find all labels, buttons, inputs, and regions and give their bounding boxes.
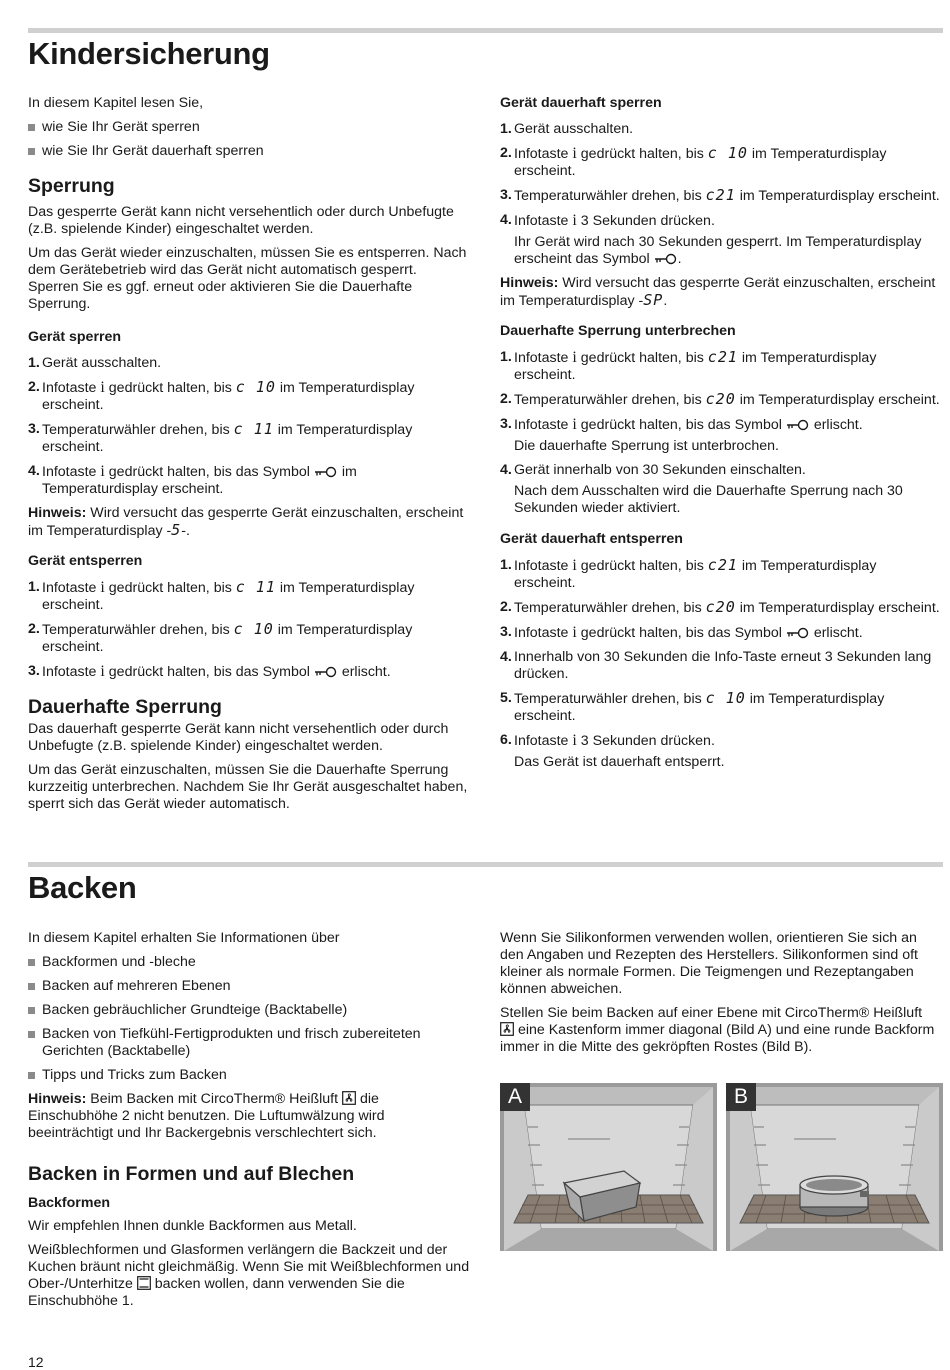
page-number: 12 xyxy=(28,1354,44,1370)
backformen-p1: Wir empfehlen Ihnen dunkle Backformen aus Metall. xyxy=(28,1218,357,1234)
key-lock-icon xyxy=(786,627,810,639)
sperren-step-4: 4. Infotaste i gedrückt halten, bis das Symbol im Temperaturdisplay erscheint. xyxy=(28,463,357,497)
key-lock-icon xyxy=(314,666,338,678)
unterbrechen-step-2: 2. Temperaturwähler drehen, bis c20 im Temperaturdisplay erscheint. xyxy=(500,390,940,408)
kinder-bullet-2: wie Sie Ihr Gerät dauerhaft sperren xyxy=(28,143,470,160)
display-code: c 10 xyxy=(235,378,276,396)
sperrung-title: Sperrung xyxy=(28,175,115,197)
backen-right-column xyxy=(500,930,940,1063)
dsperren-step-1: 1. Gerät ausschalten. xyxy=(500,121,634,137)
unterbrechen-step-1: 1. Infotaste i gedrückt halten, bis c21 im Temperaturdisplay erscheint. xyxy=(500,348,877,383)
dsperren-step-4: 4. Infotaste i 3 Sekunden drücken. xyxy=(500,212,715,229)
dentsperren-step-6: 6. Infotaste i 3 Sekunden drücken. xyxy=(500,732,715,749)
dauerhaft-entsperren-title: Gerät dauerhaft entsperren xyxy=(500,531,683,547)
dentsperren-step-4: 4. Innerhalb von 30 Sekunden die Info-Taste erneut 3 Sekunden lang drücken. xyxy=(500,649,932,682)
kinder-intro: In diesem Kapitel lesen Sie, xyxy=(28,95,204,111)
info-icon: i xyxy=(100,463,105,480)
dsperren-step-4-result: Ihr Gerät wird nach 30 Sekunden gesperrt. Im Temperaturdisplay erscheint das Symbol . xyxy=(514,234,922,267)
entsperren-step-1: 1. Infotaste i gedrückt halten, bis c 11 im Temperaturdisplay erscheint. xyxy=(28,578,415,613)
info-icon: i xyxy=(572,349,577,366)
dentsperren-step-1: 1. Infotaste i gedrückt halten, bis c21 im Temperaturdisplay erscheint. xyxy=(500,556,877,591)
figure-b-round-pan xyxy=(726,1083,943,1251)
display-code: c 11 xyxy=(233,420,274,438)
sperren-step-2: 2. Infotaste i gedrückt halten, bis c 10 im Temperaturdisplay erscheint. xyxy=(28,378,415,413)
fan-heat-icon xyxy=(500,1022,514,1036)
info-icon: i xyxy=(100,663,105,680)
info-icon: i xyxy=(572,212,577,229)
key-lock-icon xyxy=(314,466,338,478)
sperren-step-3: 3. Temperaturwähler drehen, bis c 11 im Temperaturdisplay erscheint. xyxy=(28,420,413,455)
unterbrechen-title: Dauerhafte Sperrung unterbrechen xyxy=(500,323,736,339)
info-icon: i xyxy=(100,579,105,596)
dsperren-step-3: 3. Temperaturwähler drehen, bis c21 im Temperaturdisplay erscheint. xyxy=(500,186,940,204)
figure-a-loaf-pan xyxy=(500,1083,717,1251)
kindersicherung-title: Kindersicherung xyxy=(28,36,270,71)
figure-a-label: A xyxy=(500,1083,530,1111)
silikon-paragraph: Wenn Sie Silikonformen verwenden wollen, orientieren Sie sich an den Angaben und Rezepten des Herstellers. Silikonformen sind oft kleiner als normale Formen. Die Teigmengen und Rezeptangaben können abweichen. xyxy=(500,930,918,997)
kinder-bullet-1: wie Sie Ihr Gerät sperren xyxy=(28,119,470,136)
info-icon: i xyxy=(572,145,577,162)
figure-b-label: B xyxy=(726,1083,756,1111)
dauerhaft-sperren-title: Gerät dauerhaft sperren xyxy=(500,95,662,111)
dauerhaft-p1: Das dauerhaft gesperrte Gerät kann nicht versehentlich oder durch Unbefugte (z.B. spielende Kinder) eingeschaltet werden. xyxy=(28,721,449,754)
dsperren-step-2: 2. Infotaste i gedrückt halten, bis c 10 im Temperaturdisplay erscheint. xyxy=(500,144,887,179)
formen-title: Backen in Formen und auf Blechen xyxy=(28,1163,355,1185)
info-icon: i xyxy=(572,624,577,641)
info-icon: i xyxy=(572,557,577,574)
key-lock-icon xyxy=(786,419,810,431)
backen-bullet-1: Backformen und -bleche xyxy=(28,954,470,971)
dentsperren-step-2: 2. Temperaturwähler drehen, bis c20 im Temperaturdisplay erscheint. xyxy=(500,598,940,616)
fan-heat-icon xyxy=(342,1091,356,1105)
placement-paragraph: Stellen Sie beim Backen auf einer Ebene mit CircoTherm® Heißluft eine Kastenform immer diagonal (Bild A) und eine runde Backform immer in die Mitte des gekröpften Rostes (Bild B). xyxy=(500,1005,935,1055)
kinder-right-column xyxy=(500,95,940,778)
dauerhafte-sperrung-title: Dauerhafte Sperrung xyxy=(28,696,222,718)
backen-bullet-2: Backen auf mehreren Ebenen xyxy=(28,978,470,995)
sperren-hinweis: Hinweis: Wird versucht das gesperrte Gerät einzuschalten, erscheint im Temperaturdisplay -5-. xyxy=(28,505,464,539)
backen-title: Backen xyxy=(28,870,137,905)
dsperren-hinweis: Hinweis: Wird versucht das gesperrte Gerät einzuschalten, erscheint im Temperaturdisplay -SP. xyxy=(500,275,936,309)
backen-bullet-3: Backen gebräuchlicher Grundteige (Backtabelle) xyxy=(28,1002,470,1019)
unterbrechen-step-4-result: Nach dem Ausschalten wird die Dauerhafte Sperrung nach 30 Sekunden wieder aktiviert. xyxy=(514,483,903,516)
info-icon: i xyxy=(100,379,105,396)
section-divider-backen xyxy=(28,862,943,867)
dentsperren-step-6-result: Das Gerät ist dauerhaft entsperrt. xyxy=(514,754,725,770)
backen-intro: In diesem Kapitel erhalten Sie Informationen über xyxy=(28,930,340,946)
unterbrechen-step-3: 3. Infotaste i gedrückt halten, bis das Symbol erlischt. xyxy=(500,416,863,433)
top-bottom-heat-icon xyxy=(137,1276,151,1290)
entsperren-step-2: 2. Temperaturwähler drehen, bis c 10 im Temperaturdisplay erscheint. xyxy=(28,620,413,655)
backformen-title: Backformen xyxy=(28,1195,111,1211)
dauerhaft-p2: Um das Gerät einzuschalten, müssen Sie die Dauerhafte Sperrung kurzzeitig unterbrechen. Nachdem Sie Ihr Gerät ausgeschaltet haben, sperrt sich das Gerät wieder automatisch. xyxy=(28,762,468,812)
unterbrechen-step-4: 4. Gerät innerhalb von 30 Sekunden einschalten. xyxy=(500,462,806,478)
geraet-entsperren-title: Gerät entsperren xyxy=(28,553,143,569)
dentsperren-step-3: 3. Infotaste i gedrückt halten, bis das Symbol erlischt. xyxy=(500,624,863,641)
backen-bullet-4: Backen von Tiefkühl-Fertigprodukten und frisch zubereiteten Gerichten (Backtabelle) xyxy=(28,1026,470,1060)
geraet-sperren-title: Gerät sperren xyxy=(28,329,122,345)
backformen-p2: Weißblechformen und Glasformen verlängern die Backzeit und der Kuchen bräunt nicht gleichmäßig. Wenn Sie mit Weißblechformen und Ober-/Unterhitze backen wollen, dann verwenden Sie die Einschubhöhe 1. xyxy=(28,1242,470,1309)
unterbrechen-step-3-result: Die dauerhafte Sperrung ist unterbrochen. xyxy=(514,438,779,454)
backen-hinweis: Hinweis: Beim Backen mit CircoTherm® Heißluft die Einschubhöhe 2 nicht benutzen. Die Luftumwälzung wird beeinträchtigt und Ihr Backergebnis verschlechtert sich. xyxy=(28,1091,385,1141)
sperren-step-1: 1. Gerät ausschalten. xyxy=(28,355,162,371)
dentsperren-step-5: 5. Temperaturwähler drehen, bis c 10 im Temperaturdisplay erscheint. xyxy=(500,689,885,724)
sperrung-p1: Das gesperrte Gerät kann nicht versehentlich oder durch Unbefugte (z.B. spielende Kinder) eingeschaltet werden. xyxy=(28,204,454,237)
section-divider-top xyxy=(28,28,943,33)
backen-left-column xyxy=(28,930,470,1317)
key-lock-icon xyxy=(654,253,678,265)
entsperren-step-3: 3. Infotaste i gedrückt halten, bis das Symbol erlischt. xyxy=(28,663,391,680)
kinder-left-column xyxy=(28,95,470,820)
info-icon: i xyxy=(572,416,577,433)
info-icon: i xyxy=(572,732,577,749)
backen-bullet-5: Tipps und Tricks zum Backen xyxy=(28,1067,470,1084)
sperrung-p2: Um das Gerät wieder einzuschalten, müssen Sie es entsperren. Nach dem Gerätebetrieb wird das Gerät nicht automatisch gesperrt. Sperren Sie es ggf. erneut oder aktivieren Sie die Dauerhafte Sperrung. xyxy=(28,245,467,312)
